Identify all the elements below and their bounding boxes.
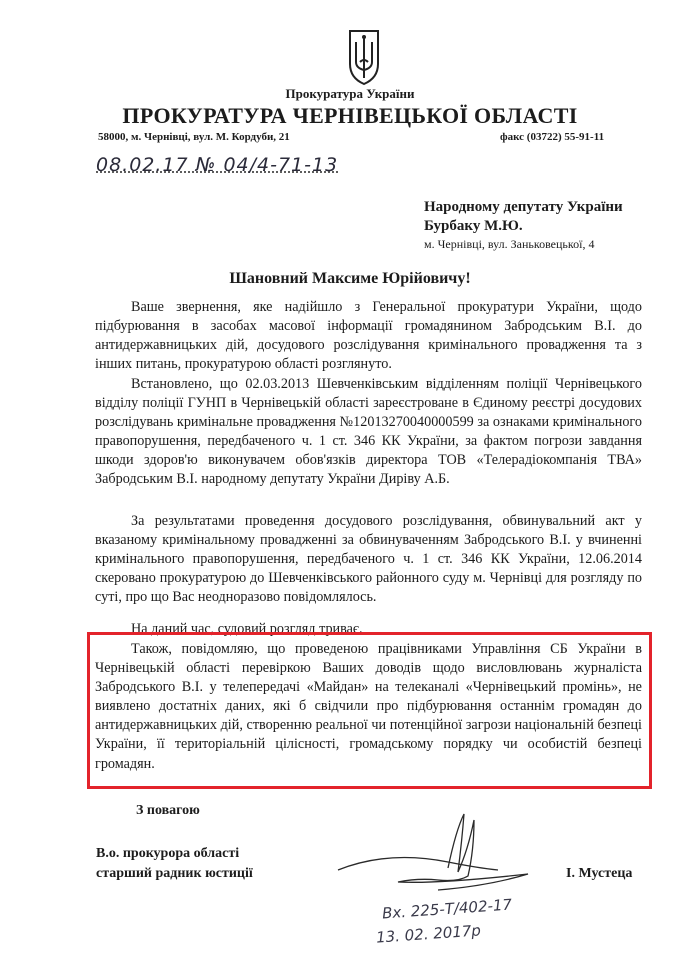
org-address: 58000, м. Чернівці, вул. М. Кордуби, 21 — [98, 131, 290, 143]
signer-position-2: старший радник юстиції — [96, 866, 253, 881]
greeting: Шановний Максиме Юрійовичу! — [229, 270, 471, 287]
recipient-line-1: Народному депутату України — [424, 199, 623, 215]
signer-position-1: В.о. прокурора області — [96, 846, 240, 861]
recipient-line-2: Бурбаку М.Ю. — [424, 218, 523, 234]
incoming-stamp-line-2: 13. 02. 2017р — [375, 921, 482, 947]
trident-coat-of-arms-icon — [347, 28, 381, 86]
highlight-box — [87, 632, 652, 789]
paragraph-4: На даний час, судовий розгляд триває. — [131, 621, 363, 637]
org-fax: факс (03722) 55-91-11 — [500, 131, 605, 143]
closing-regards: З повагою — [136, 803, 200, 818]
signer-name: І. Мустеца — [566, 866, 633, 881]
handwritten-signature — [328, 810, 568, 900]
org-small-title: Прокуратура України — [285, 86, 415, 101]
recipient-address: м. Чернівці, вул. Заньковецької, 4 — [424, 237, 595, 251]
registration-number: 08.02.17 № 04/4-71-13 — [96, 154, 339, 176]
org-big-title: ПРОКУРАТУРА ЧЕРНІВЕЦЬКОЇ ОБЛАСТІ — [122, 103, 578, 128]
paragraph-5-highlighted: Також, повідомляю, що проведеною працівниками Управління СБ України в Чернівецькій області перевіркою Ваших доводів щодо висловлювань журналіста Забродського В.І. у телепередачі «Майдан» на телеканалі «Чернівецький промінь», не виявлено достатніх даних, які б свідчили про підбурювання останнім громадян до антидержавницьких дій, створенню реальної чи потенційної загрози національній безпеці України, її територіальній цілісності, громадському порядку чи особистій безпеці громадян. — [95, 641, 642, 772]
paragraph-3: За результатами проведення досудового розслідування, обвинувальний акт у вказаному кримінальному провадженні за обвинуваченням Забродського В.І. у вчиненні кримінального правопорушення, передбаченого ч. 1 ст. 346 КК України, 12.06.2014 скеровано прокуратурою до Шевченківського районного суду м. Чернівці для розгляду по суті, про що Вас неодноразово повідомлялось. — [95, 513, 642, 606]
paragraph-1: Ваше звернення, яке надійшло з Генеральної прокуратури України, щодо підбурювання в засобах масової інформації громадянином Забродським В.І. до антидержавницьких дій, досудового розслідування кримінального провадження та з інших питань, прокуратурою області розглянуто. — [95, 299, 642, 373]
paragraph-2: Встановлено, що 02.03.2013 Шевченківським відділенням поліції Чернівецького відділу поліції ГУНП в Чернівецькій області зареєстроване в Єдиному реєстрі досудових розслідувань кримінальне провадження №12013270040000599 за ознаками кримінального правопорушення, передбаченого ч. 1 ст. 346 КК України, за фактом погрози завдання шкоди здоров'ю виконувачем обов'язків директора ТОВ «Телерадіокомпанія ТВА» Забродським В.І. народному депутату України Диріву А.Б. — [95, 376, 642, 488]
incoming-stamp-line-1: Вх. 225-Т/402-17 — [381, 895, 513, 923]
